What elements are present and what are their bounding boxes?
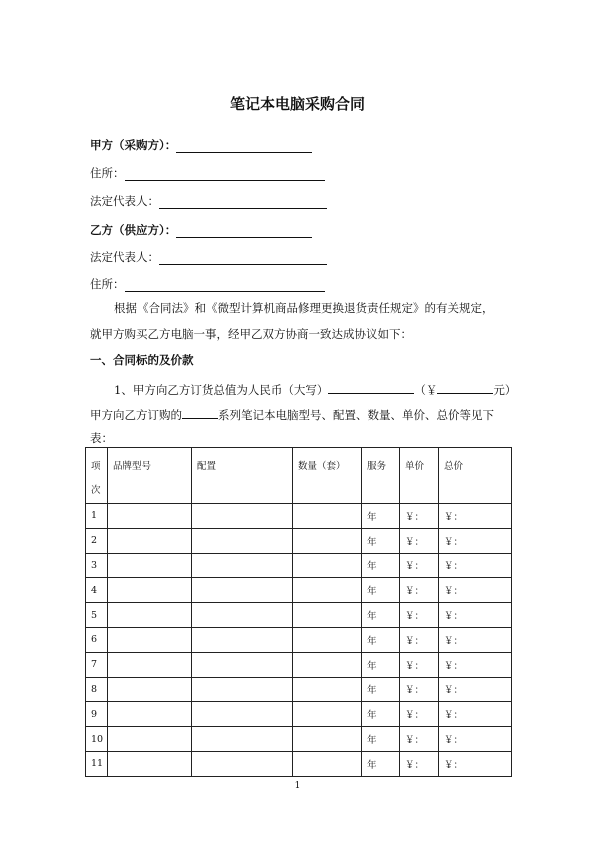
unit-price-cell: ￥： — [400, 652, 439, 677]
brand-model-cell[interactable] — [108, 652, 192, 677]
table-row — [86, 652, 512, 677]
service-cell: 年 — [362, 702, 400, 727]
row-number: 4 — [86, 578, 108, 603]
party-a-rep-blank[interactable] — [159, 196, 327, 209]
header-total: 总价 — [439, 448, 512, 504]
quantity-cell[interactable] — [293, 578, 362, 603]
party-a-address-label: 住所： — [90, 166, 125, 180]
config-cell[interactable] — [192, 504, 293, 529]
unit-price-cell: ￥： — [400, 553, 439, 578]
brand-model-cell[interactable] — [108, 677, 192, 702]
party-a-rep-label: 法定代表人： — [90, 194, 159, 208]
service-cell: 年 — [362, 751, 400, 776]
config-cell[interactable] — [192, 553, 293, 578]
series-blank[interactable] — [182, 406, 218, 419]
brand-model-cell[interactable] — [108, 627, 192, 652]
service-cell: 年 — [362, 553, 400, 578]
quantity-cell[interactable] — [293, 702, 362, 727]
unit-price-cell: ￥： — [400, 603, 439, 628]
brand-model-cell[interactable] — [108, 578, 192, 603]
row-number: 2 — [86, 528, 108, 553]
brand-model-cell[interactable] — [108, 504, 192, 529]
party-b-field — [90, 222, 312, 238]
party-b-rep-field — [90, 249, 327, 265]
unit-price-cell: ￥： — [400, 702, 439, 727]
clause-1-part-4: 甲方向乙方订购的 — [90, 408, 182, 422]
config-cell[interactable] — [192, 528, 293, 553]
brand-model-cell[interactable] — [108, 702, 192, 727]
unit-price-cell: ￥： — [400, 578, 439, 603]
clause-1-line-3: 表： — [90, 431, 113, 445]
row-number: 1 — [86, 504, 108, 529]
clause-1-part-3: 元） — [493, 383, 517, 397]
party-b-address-blank[interactable] — [125, 279, 325, 292]
service-cell: 年 — [362, 677, 400, 702]
table-row — [86, 528, 512, 553]
party-b-label: 乙方（供应方）： — [90, 223, 177, 237]
quantity-cell[interactable] — [293, 603, 362, 628]
intro-line-1: 根据《合同法》和《微型计算机商品修理更换退货责任规定》的有关规定， — [114, 301, 494, 315]
unit-price-cell: ￥： — [400, 751, 439, 776]
table-row — [86, 677, 512, 702]
total-cell: ￥： — [439, 603, 512, 628]
party-b-rep-label: 法定代表人： — [90, 250, 159, 264]
total-cell: ￥： — [439, 528, 512, 553]
service-cell: 年 — [362, 504, 400, 529]
clause-1-part-2: （￥ — [414, 383, 438, 397]
party-b-address-label: 住所： — [90, 277, 125, 291]
table-row — [86, 627, 512, 652]
total-cell: ￥： — [439, 677, 512, 702]
clause-1-part-5: 系列笔记本电脑型号、配置、数量、单价、总价等见下 — [218, 408, 494, 422]
brand-model-cell[interactable] — [108, 603, 192, 628]
party-a-address-blank[interactable] — [125, 168, 325, 181]
unit-price-cell: ￥： — [400, 627, 439, 652]
price-table — [85, 447, 512, 777]
header-unit-price: 单价 — [400, 448, 439, 504]
quantity-cell[interactable] — [293, 553, 362, 578]
table-header-row — [86, 448, 512, 504]
service-cell: 年 — [362, 652, 400, 677]
table-row — [86, 727, 512, 752]
total-cell: ￥： — [439, 727, 512, 752]
party-a-rep-field — [90, 193, 327, 209]
party-a-field — [90, 137, 312, 153]
config-cell[interactable] — [192, 677, 293, 702]
party-b-rep-blank[interactable] — [159, 252, 327, 265]
table-row — [86, 702, 512, 727]
intro-line-2: 就甲方购买乙方电脑一事，经甲乙双方协商一致达成协议如下： — [90, 327, 412, 341]
brand-model-cell[interactable] — [108, 528, 192, 553]
table-row — [86, 504, 512, 529]
clause-1-line-2 — [90, 406, 494, 423]
brand-model-cell[interactable] — [108, 751, 192, 776]
clause-1-line-1 — [114, 381, 516, 398]
row-number: 9 — [86, 702, 108, 727]
row-number: 3 — [86, 553, 108, 578]
table-body — [86, 504, 512, 777]
config-cell[interactable] — [192, 578, 293, 603]
amount-number-blank[interactable] — [437, 381, 493, 394]
header-service: 服务 — [362, 448, 400, 504]
table-row — [86, 578, 512, 603]
brand-model-cell[interactable] — [108, 553, 192, 578]
row-number: 11 — [86, 751, 108, 776]
total-cell: ￥： — [439, 578, 512, 603]
quantity-cell[interactable] — [293, 751, 362, 776]
amount-words-blank[interactable] — [328, 381, 414, 394]
config-cell[interactable] — [192, 727, 293, 752]
total-cell: ￥： — [439, 751, 512, 776]
row-number: 5 — [86, 603, 108, 628]
party-a-label: 甲方（采购方）： — [90, 138, 177, 152]
config-cell[interactable] — [192, 702, 293, 727]
unit-price-cell: ￥： — [400, 528, 439, 553]
clause-1-part-1: 1、甲方向乙方订货总值为人民币（大写） — [114, 383, 329, 397]
document-title: 笔记本电脑采购合同 — [229, 95, 365, 113]
section-heading: 一、合同标的及价款 — [90, 353, 194, 367]
page-number: 1 — [294, 781, 301, 791]
header-brand-model: 品牌型号 — [108, 448, 192, 504]
unit-price-cell: ￥： — [400, 504, 439, 529]
total-cell: ￥： — [439, 504, 512, 529]
brand-model-cell[interactable] — [108, 727, 192, 752]
party-a-blank[interactable] — [176, 140, 312, 153]
total-cell: ￥： — [439, 553, 512, 578]
config-cell[interactable] — [192, 751, 293, 776]
service-cell: 年 — [362, 578, 400, 603]
header-quantity: 数量（套） — [293, 448, 362, 504]
config-cell[interactable] — [192, 627, 293, 652]
row-number: 8 — [86, 677, 108, 702]
total-cell: ￥： — [439, 652, 512, 677]
service-cell: 年 — [362, 627, 400, 652]
total-cell: ￥： — [439, 627, 512, 652]
party-a-address-field — [90, 165, 325, 181]
header-item-no: 项 次 — [86, 448, 108, 504]
row-number: 10 — [86, 727, 108, 752]
table-row — [86, 751, 512, 776]
quantity-cell[interactable] — [293, 727, 362, 752]
quantity-cell[interactable] — [293, 677, 362, 702]
service-cell: 年 — [362, 603, 400, 628]
service-cell: 年 — [362, 528, 400, 553]
config-cell[interactable] — [192, 603, 293, 628]
party-b-blank[interactable] — [176, 225, 312, 238]
table-row — [86, 603, 512, 628]
quantity-cell[interactable] — [293, 627, 362, 652]
service-cell: 年 — [362, 727, 400, 752]
quantity-cell[interactable] — [293, 528, 362, 553]
unit-price-cell: ￥： — [400, 727, 439, 752]
row-number: 6 — [86, 627, 108, 652]
config-cell[interactable] — [192, 652, 293, 677]
quantity-cell[interactable] — [293, 652, 362, 677]
party-b-address-field — [90, 276, 325, 292]
row-number: 7 — [86, 652, 108, 677]
table-row — [86, 553, 512, 578]
unit-price-cell: ￥： — [400, 677, 439, 702]
header-config: 配置 — [192, 448, 293, 504]
quantity-cell[interactable] — [293, 504, 362, 529]
total-cell: ￥： — [439, 702, 512, 727]
